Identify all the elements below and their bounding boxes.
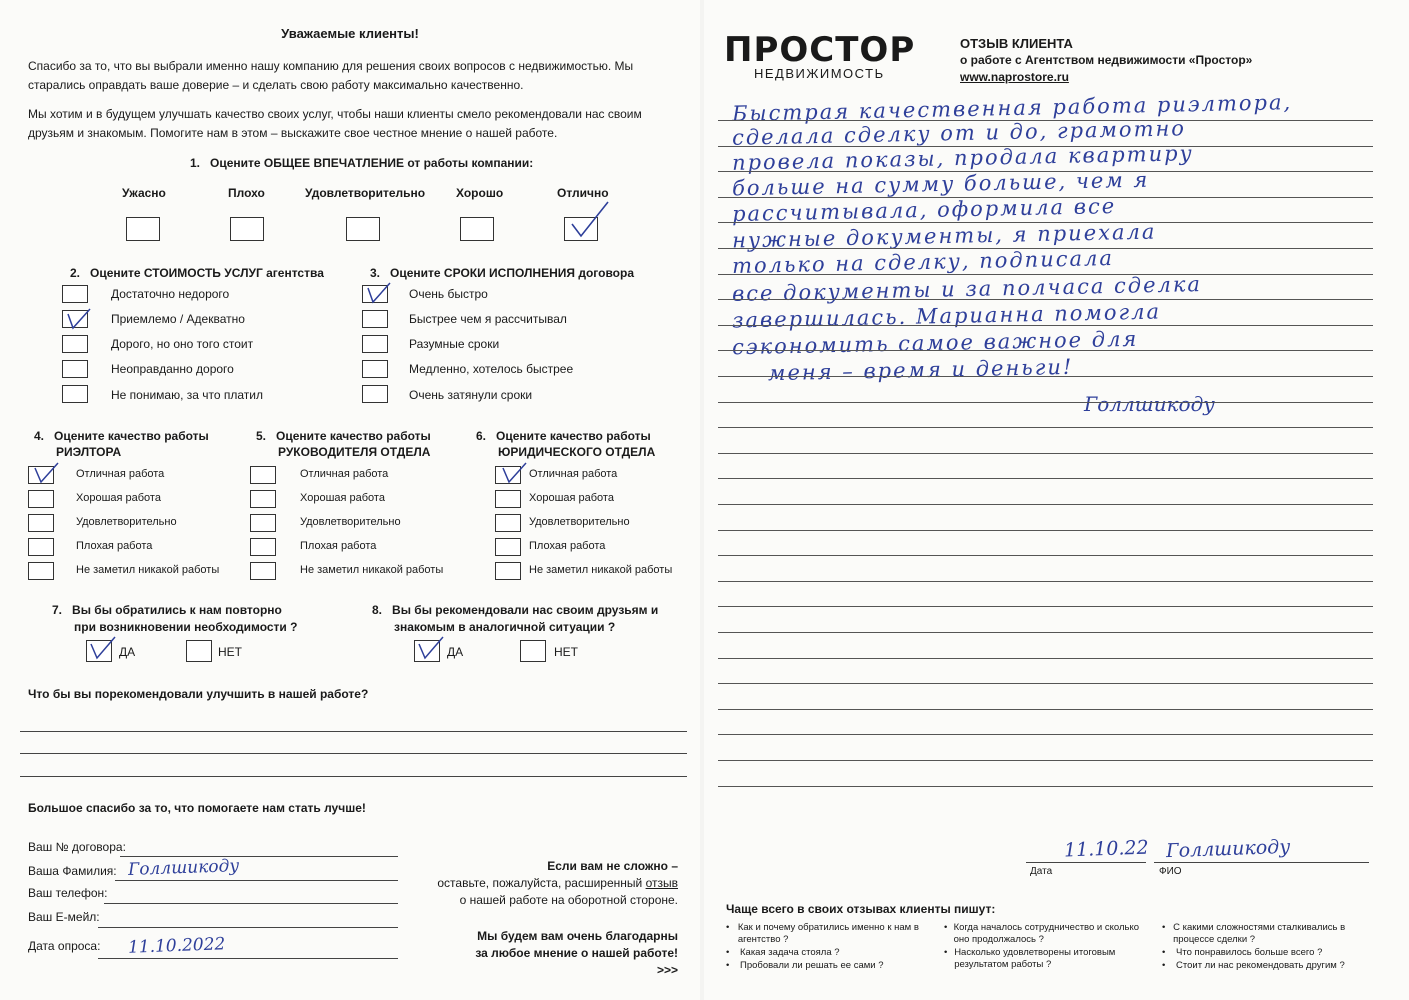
q2-option-label: Достаточно недорого — [111, 287, 230, 301]
q7-label-line-2: при возникновении необходимости ? — [74, 620, 298, 634]
q7-no-checkbox[interactable] — [186, 640, 212, 662]
page-title: Уважаемые клиенты! — [281, 26, 419, 41]
tips-column-1: • Как и почему обратились именно к нам в агентство ? • Какая задача стояла ? • Пробовали ли решать ее сами ? — [726, 922, 936, 972]
q6-option-label: Плохая работа — [529, 540, 606, 552]
review-text-line: больше на сумму больше, чем я — [731, 167, 1150, 201]
q5-checkbox[interactable] — [250, 538, 276, 556]
q5-checkbox[interactable] — [250, 514, 276, 532]
q6-title — [476, 428, 655, 460]
q5-option-label: Не заметил никакой работы — [300, 564, 444, 576]
q1-option-label: Плохо — [228, 186, 265, 200]
review-page — [704, 0, 1409, 1000]
email-field[interactable] — [98, 927, 398, 928]
fio-field[interactable] — [1154, 862, 1369, 863]
q3-option-label: Быстрее чем я рассчитывал — [409, 312, 567, 326]
improve-answer-line — [20, 731, 687, 732]
q3-number: 3. — [370, 266, 381, 280]
improve-answer-line — [20, 753, 687, 754]
q2-option-label: Дорого, но оно того стоит — [111, 337, 254, 351]
logo-subtitle: НЕДВИЖИМОСТЬ — [754, 66, 885, 81]
q6-number: 6. — [476, 429, 487, 443]
intro-paragraph-1: Спасибо за то, что вы выбрали именно нашу компанию для решения своих вопросов с недвижимостью. Мы старались оправдать ваше доверие – и сделать свою работу максимально качественно. — [28, 59, 634, 92]
review-line[interactable] — [718, 606, 1373, 607]
review-text-line: сделала сделку от и до, грамотно — [731, 116, 1187, 150]
q8-label: Вы бы рекомендовали нас своим друзьям и — [392, 603, 659, 617]
q2-checkbox[interactable] — [62, 285, 88, 303]
q7-label: Вы бы обратились к нам повторно — [72, 603, 282, 617]
q8-number: 8. — [372, 603, 383, 617]
review-line[interactable] — [718, 453, 1373, 454]
back-side-note — [410, 858, 678, 909]
review-text-line: меня – время и деньги! — [767, 354, 1074, 386]
q2-option-label: Неоправданно дорого — [111, 362, 234, 376]
q1-checkbox-terrible[interactable] — [126, 217, 160, 241]
q8-no-checkbox[interactable] — [520, 640, 546, 662]
fio-caption: ФИО — [1159, 866, 1182, 877]
q6-option-label: Отличная работа — [529, 468, 618, 480]
review-line[interactable] — [718, 248, 1373, 249]
q1-option-label: Отлично — [557, 186, 609, 200]
q3-option-label: Очень затянули сроки — [409, 388, 533, 402]
review-line[interactable] — [718, 478, 1373, 479]
tips-column-3: • С какими сложностями сталкивались в процессе сделки ? • Что понравилось больше всего ? • Стоит ли нас рекомендовать другим ? — [1162, 922, 1377, 972]
date-caption: Дата — [1030, 866, 1053, 877]
logo-wordmark: ПРОСТОР — [724, 30, 916, 70]
review-line[interactable] — [718, 760, 1373, 761]
improve-question: Что бы вы порекомендовали улучшить в нашей работе? — [28, 687, 369, 701]
q4-option-label: Отличная работа — [76, 468, 165, 480]
q2-option-label: Приемлемо / Адекватно — [111, 312, 245, 326]
q2-checkbox[interactable] — [62, 385, 88, 403]
q4-option-label: Удовлетворительно — [76, 516, 177, 528]
check-mark-icon — [32, 460, 62, 486]
back-note-line-3: о нашей работе на оборотной стороне. — [459, 893, 678, 907]
q1-option-label: Хорошо — [456, 186, 504, 200]
review-signature: Голлшикоду — [1084, 392, 1215, 416]
phone-field[interactable] — [104, 903, 398, 904]
q1-checkbox-good[interactable] — [460, 217, 494, 241]
q3-checkbox[interactable] — [362, 335, 388, 353]
q4-checkbox[interactable] — [28, 538, 54, 556]
review-text-line: сэкономить самое важное для — [731, 326, 1139, 360]
q8-label-line-2: знакомым в аналогичной ситуации ? — [394, 620, 616, 634]
q2-option-label: Не понимаю, за что платил — [111, 388, 264, 402]
intro-paragraph-2: Мы хотим и в будущем улучшать качество своих услуг, чтобы наши клиенты смело рекомендовали нас своим друзьям и знакомым. Помогите нам в этом – выскажите свое честное мнение о нашей работе. — [28, 107, 642, 140]
date-field[interactable] — [1026, 862, 1146, 863]
q6-option-label: Не заметил никакой работы — [529, 564, 673, 576]
review-line[interactable] — [718, 427, 1373, 428]
q4-number: 4. — [34, 429, 45, 443]
q6-checkbox[interactable] — [495, 514, 521, 532]
tip-item: Как и почему обратились именно к нам в агентство ? — [737, 922, 919, 945]
q7-no-label: НЕТ — [218, 645, 242, 659]
review-line[interactable] — [718, 683, 1373, 684]
tip-item: Насколько удовлетворены итоговым результатом работы ? — [954, 947, 1116, 970]
q1-option-label: Ужасно — [122, 186, 166, 200]
tip-item: Стоит ли нас рекомендовать другим ? — [1176, 960, 1345, 971]
handwritten-surname: Голлшикоду — [127, 856, 240, 880]
email-label: Ваш E-мейл: — [28, 910, 100, 924]
q5-label: Оцените качество работы — [276, 429, 431, 443]
website-link[interactable]: www.naprostore.ru — [960, 70, 1069, 84]
q3-label: Оцените СРОКИ ИСПОЛНЕНИЯ договора — [390, 266, 635, 280]
review-subtitle: о работе с Агентством недвижимости «Простор» — [960, 53, 1253, 67]
tip-item: Какая задача стояла ? — [740, 947, 840, 958]
q5-title — [256, 428, 431, 460]
q1-number: 1. — [190, 156, 201, 170]
review-line[interactable] — [718, 504, 1373, 505]
q4-checkbox[interactable] — [28, 514, 54, 532]
review-line[interactable] — [718, 171, 1373, 172]
q3-checkbox[interactable] — [362, 310, 388, 328]
q3-option-label: Медленно, хотелось быстрее — [409, 362, 574, 376]
tip-item: Пробовали ли решать ее сами ? — [740, 960, 884, 971]
review-line[interactable] — [718, 325, 1373, 326]
q4-option-label: Хорошая работа — [76, 492, 161, 504]
q4-label: Оцените качество работы — [54, 429, 209, 443]
q7-number: 7. — [52, 603, 63, 617]
q1-checkbox-satisfactory[interactable] — [346, 217, 380, 241]
q6-option-label: Хорошая работа — [529, 492, 614, 504]
review-line[interactable] — [718, 299, 1373, 300]
company-logo — [724, 30, 915, 81]
q8-yes-label: ДА — [447, 645, 464, 659]
check-mark-icon — [416, 634, 446, 662]
check-mark-icon — [88, 634, 118, 662]
q5-label-subject: РУКОВОДИТЕЛЯ ОТДЕЛА — [278, 445, 431, 459]
date-field[interactable] — [98, 958, 398, 959]
gratitude-line-2: за любое мнение о нашей работе! — [475, 946, 678, 960]
review-text-line: Быстрая качественная работа риэлтора, — [731, 90, 1293, 126]
q8-title — [372, 602, 658, 636]
review-text-line: все документы и за полчаса сделка — [731, 272, 1203, 306]
review-line[interactable] — [718, 146, 1373, 147]
phone-label: Ваш телефон: — [28, 886, 108, 900]
q6-checkbox[interactable] — [495, 562, 521, 580]
review-line[interactable] — [718, 709, 1373, 710]
review-text-line: нужные документы, я приехала — [731, 219, 1157, 253]
gratitude-line-1: Мы будем вам очень благодарны — [477, 929, 678, 943]
q5-option-label: Удовлетворительно — [300, 516, 401, 528]
q3-checkbox[interactable] — [362, 360, 388, 378]
thanks-text: Большое спасибо за то, что помогаете нам стать лучше! — [28, 801, 366, 815]
q5-checkbox[interactable] — [250, 466, 276, 484]
survey-page — [0, 0, 700, 1000]
q5-checkbox[interactable] — [250, 562, 276, 580]
q1-option-label: Удовлетворительно — [305, 186, 426, 200]
q2-label: Оцените СТОИМОСТЬ УСЛУГ агентства — [90, 266, 324, 280]
q4-label-subject: РИЭЛТОРА — [56, 445, 122, 459]
q5-option-label: Плохая работа — [300, 540, 377, 552]
check-mark-icon — [568, 200, 614, 242]
surname-field[interactable] — [115, 880, 398, 881]
q1-label: Оцените ОБЩЕЕ ВПЕЧАТЛЕНИЕ от работы компании: — [210, 156, 534, 170]
q4-checkbox[interactable] — [28, 490, 54, 508]
q3-checkbox[interactable] — [362, 385, 388, 403]
review-line[interactable] — [718, 402, 1373, 403]
back-note-link[interactable]: отзыв — [645, 876, 678, 890]
q2-title — [70, 266, 324, 280]
q2-checkbox[interactable] — [62, 360, 88, 378]
review-title: ОТЗЫВ КЛИЕНТА — [960, 36, 1073, 51]
contract-field[interactable] — [120, 856, 398, 857]
review-line[interactable] — [718, 581, 1373, 582]
handwritten-review-date: 11.10.22 — [1063, 836, 1149, 862]
q5-number: 5. — [256, 429, 267, 443]
review-line[interactable] — [718, 658, 1373, 659]
improve-answer-line — [20, 776, 687, 777]
tip-item: Когда началось сотрудничество и сколько оно продолжалось ? — [953, 922, 1139, 945]
q1-checkbox-bad[interactable] — [230, 217, 264, 241]
q5-checkbox[interactable] — [250, 490, 276, 508]
tips-column-2: • Когда началось сотрудничество и сколько оно продолжалось ? • Насколько удовлетворены итоговым результатом работы ? — [944, 922, 1144, 971]
q6-label: Оцените качество работы — [496, 429, 651, 443]
handwritten-date: 11.10.2022 — [127, 934, 226, 958]
arrows-icon: >>> — [656, 963, 678, 977]
q6-checkbox[interactable] — [495, 490, 521, 508]
check-mark-icon — [364, 280, 394, 306]
review-line[interactable] — [718, 376, 1373, 377]
gratitude-note — [410, 928, 678, 979]
q8-no-label: НЕТ — [554, 645, 578, 659]
tip-item: Что понравилось больше всего ? — [1176, 947, 1323, 958]
q4-title — [34, 428, 209, 460]
q2-checkbox[interactable] — [62, 335, 88, 353]
review-line[interactable] — [718, 530, 1373, 531]
review-line[interactable] — [718, 555, 1373, 556]
review-text-line: только на сделку, подписала — [731, 246, 1115, 278]
q6-checkbox[interactable] — [495, 538, 521, 556]
review-text-line: рассчитывала, оформила все — [731, 193, 1117, 227]
review-line[interactable] — [718, 632, 1373, 633]
q5-option-label: Хорошая работа — [300, 492, 385, 504]
q3-option-label: Разумные сроки — [409, 337, 500, 351]
date-label: Дата опроса: — [28, 939, 101, 953]
review-line[interactable] — [718, 734, 1373, 735]
review-line[interactable] — [718, 350, 1373, 351]
review-line[interactable] — [718, 786, 1373, 787]
check-mark-icon — [500, 460, 530, 486]
surname-label: Ваша Фамилия: — [28, 864, 117, 878]
q4-option-label: Не заметил никакой работы — [76, 564, 220, 576]
review-line[interactable] — [718, 222, 1373, 223]
q5-option-label: Отличная работа — [300, 468, 389, 480]
review-line[interactable] — [718, 120, 1373, 121]
q2-number: 2. — [70, 266, 81, 280]
review-text-line: провела показы, продала квартиру — [731, 141, 1194, 175]
review-line[interactable] — [718, 197, 1373, 198]
q4-option-label: Плохая работа — [76, 540, 153, 552]
handwritten-fio: Голлшикоду — [1165, 835, 1291, 863]
back-note-line-2: оставьте, пожалуйста, расширенный — [437, 876, 646, 890]
back-note-line-1: Если вам не сложно – — [547, 859, 678, 873]
q3-option-label: Очень быстро — [409, 287, 488, 301]
check-mark-icon — [64, 306, 94, 332]
tip-item: С какими сложностями сталкивались в процессе сделки ? — [1173, 922, 1346, 945]
contract-label: Ваш № договора: — [28, 840, 126, 854]
q7-yes-label: ДА — [119, 645, 136, 659]
q6-option-label: Удовлетворительно — [529, 516, 630, 528]
review-line[interactable] — [718, 274, 1373, 275]
q4-checkbox[interactable] — [28, 562, 54, 580]
review-text-line: завершилась. Марианна помогла — [731, 299, 1162, 333]
tips-title: Чаще всего в своих отзывах клиенты пишут: — [726, 902, 996, 916]
q7-title — [52, 602, 297, 636]
q6-label-subject: ЮРИДИЧЕСКОГО ОТДЕЛА — [498, 445, 656, 459]
q3-title — [370, 266, 634, 280]
q1-title — [190, 156, 533, 170]
